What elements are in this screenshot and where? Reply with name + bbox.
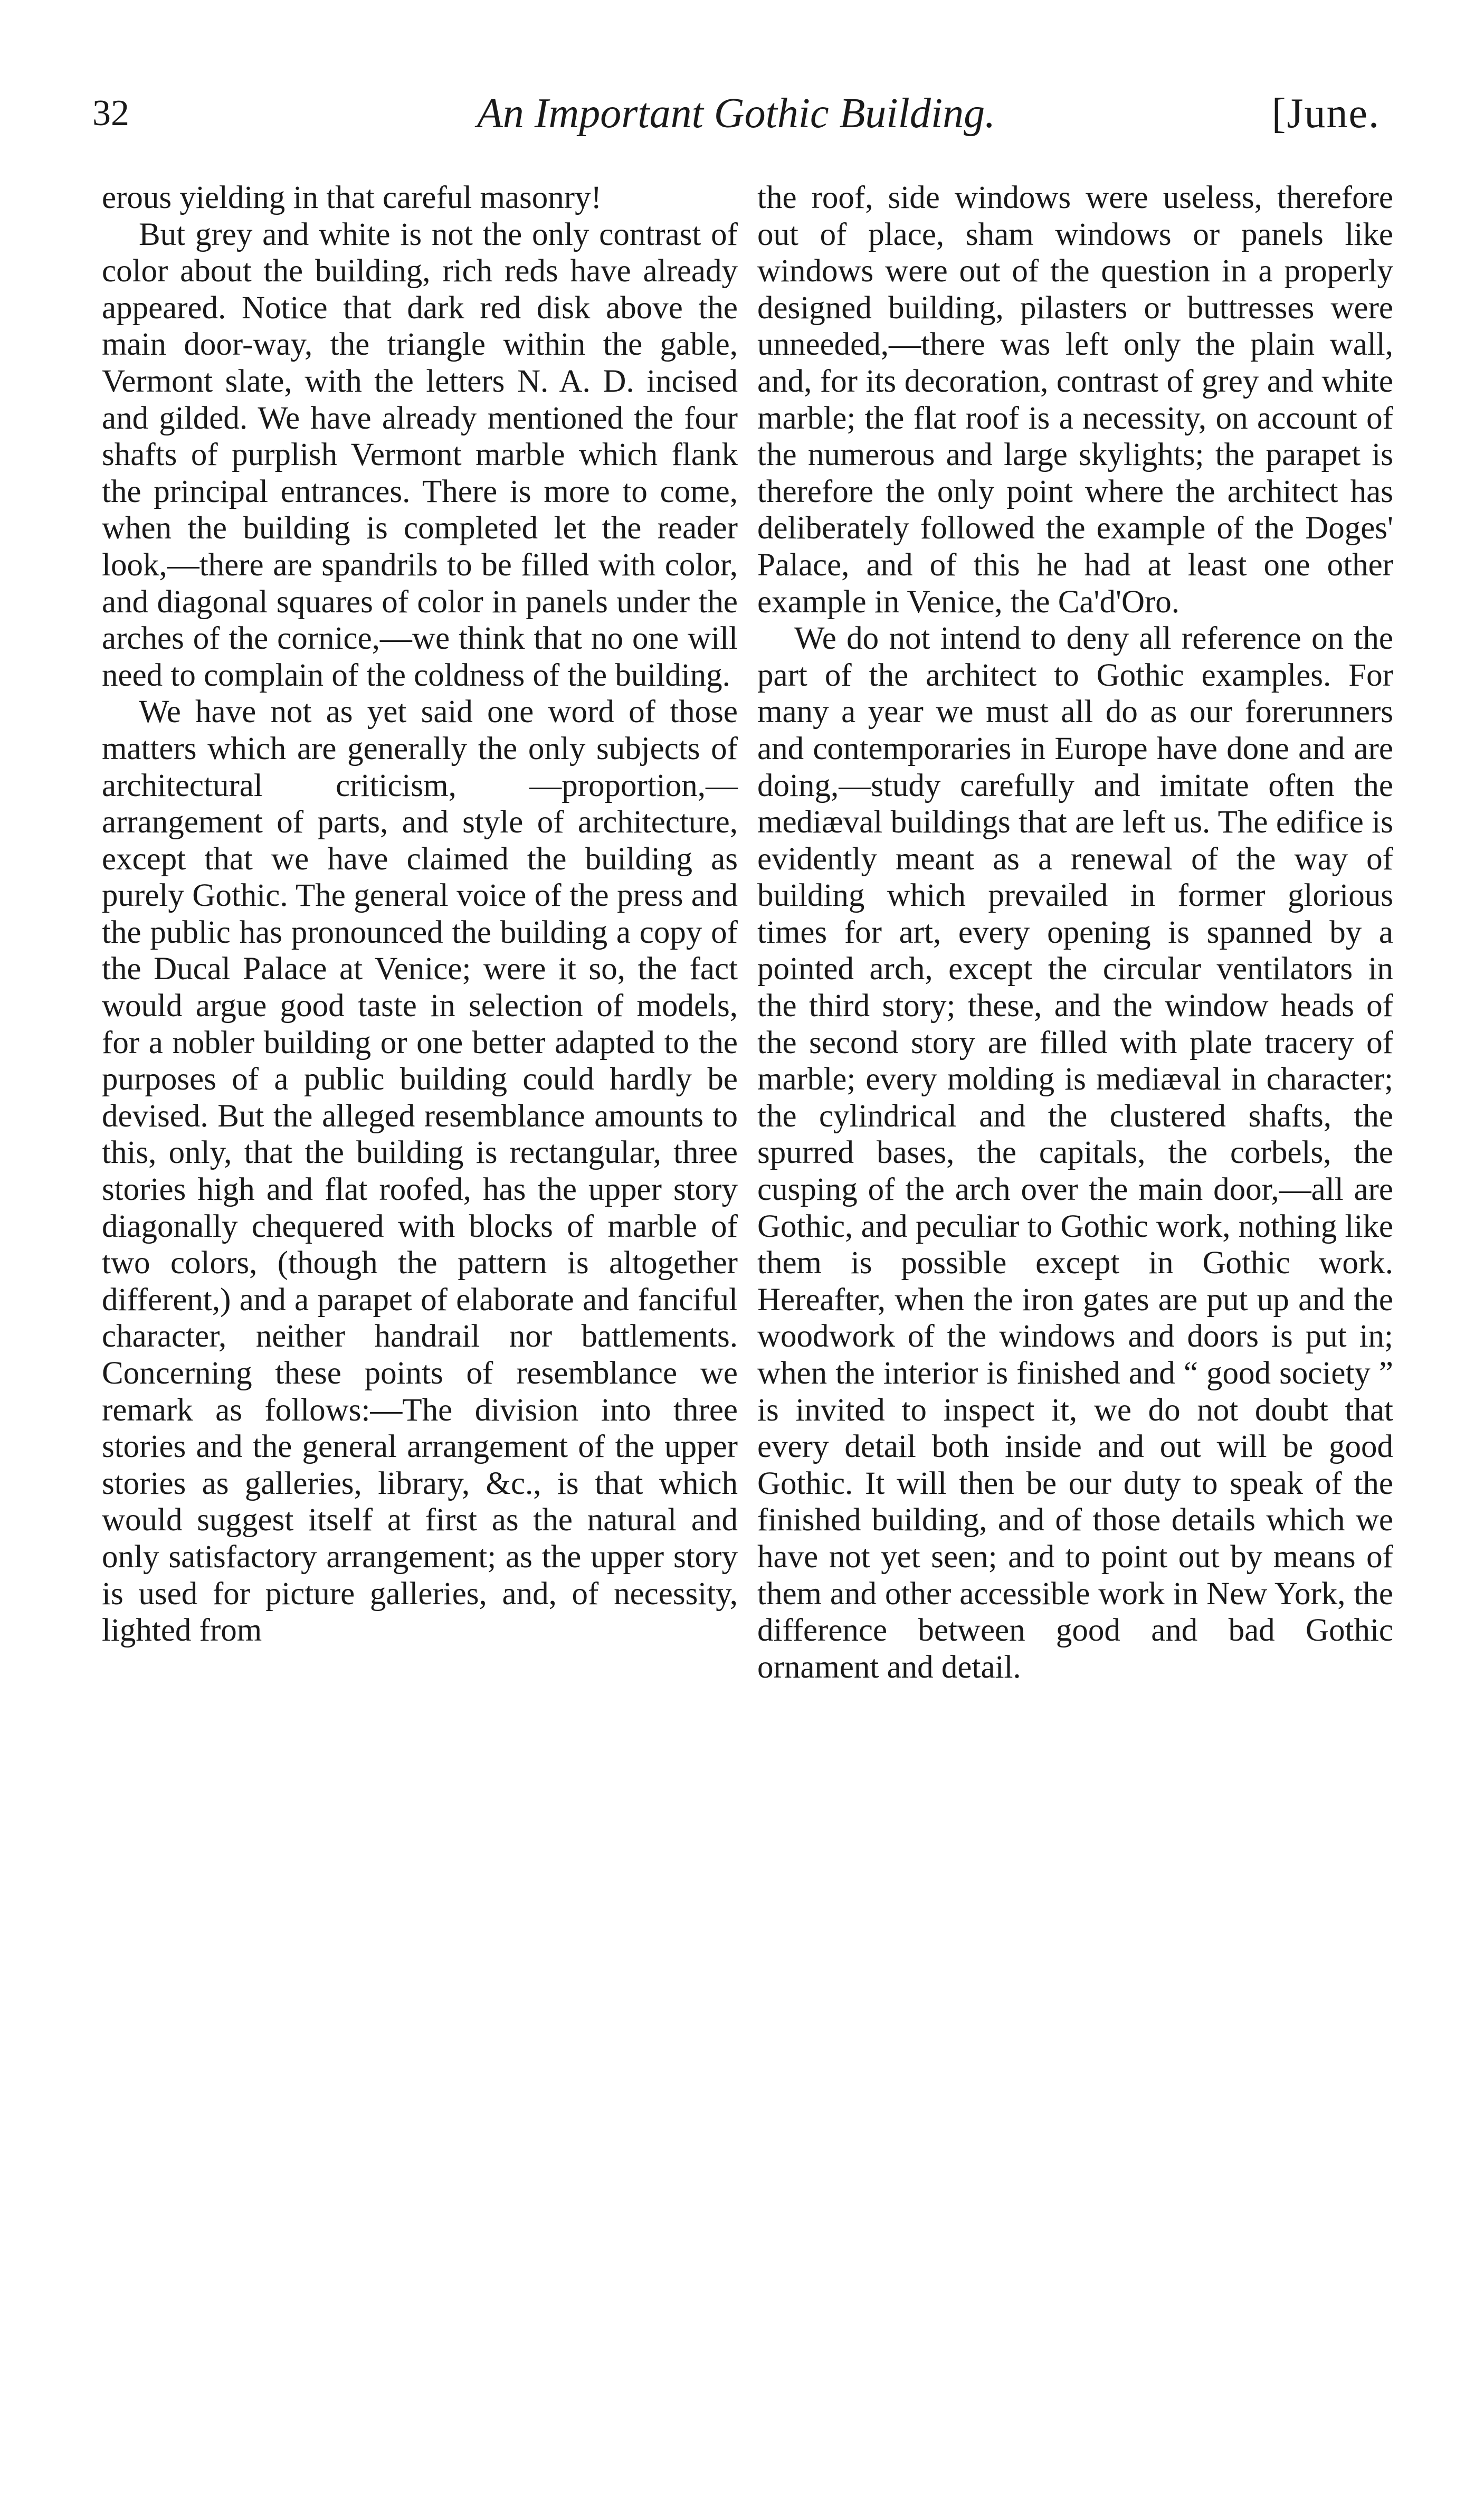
paragraph: We have not as yet said one word of those matters which are generally the only subjects of architectural criticism, —proportion,—arrangement of parts, and style of architecture, except that we have claimed the building as purely Gothic. The general voice of the press and the public has pronounced the building a copy of the Ducal Palace at Venice; were it so, the fact would argue good taste in selection of models, for a nobler building or one better adapted to the purposes of a public building could hardly be devised. But the alleged resemblance amounts to this, only, that the building is rectangular, three stories high and flat roofed, has the upper story diagonally chequered with blocks of marble of two colors, (though the pattern is altogether different,) and a parapet of elaborate and fanciful character, neither handrail nor battlements. Concerning these points of resemblance we remark as follows:—The division into three stories and the general arrangement of the upper stories as galleries, library, &c., is that which would suggest itself at first as the natural and only satisfactory arrangement; as the upper story is used for picture galleries, and, of necessity, lighted from xyxy=(102,694,738,1649)
left-column xyxy=(102,179,738,1649)
paragraph: We do not intend to deny all reference on the part of the architect to Gothic examples. For many a year we must all do as our forerunners and contemporaries in Europe have done and are doing,—study carefully and imitate often the mediæval buildings that are left us. The edifice is evidently meant as a renewal of the way of building which prevailed in former glorious times for art, every opening is spanned by a pointed arch, except the circular ventilators in the third story; these, and the window heads of the second story are filled with plate tracery of marble; every molding is mediæval in character; the cylindrical and the clustered shafts, the spurred bases, the capitals, the corbels, the cusping of the arch over the main door,—all are Gothic, and peculiar to Gothic work, nothing like them is possible except in Gothic work. Hereafter, when the iron gates are put up and the woodwork of the windows and doors is put in; when the interior is finished and “ good society ” is invited to inspect it, we do not doubt that every detail both inside and out will be good Gothic. It will then be our duty to speak of the finished building, and of those details which we have not yet seen; and to point out by means of them and other accessible work in New York, the difference between good and bad Gothic ornament and detail. xyxy=(757,621,1393,1685)
page-header xyxy=(92,87,1380,145)
page-number: 32 xyxy=(92,93,129,134)
paragraph: erous yielding in that careful masonry! xyxy=(102,180,602,215)
right-column xyxy=(757,179,1393,1686)
running-date: [June. xyxy=(1271,90,1380,137)
paragraph: the roof, side windows were useless, therefore out of place, sham windows or panels like windows were out of the question in a properly designed building, pilasters or buttresses were unneeded,—there was left only the plain wall, and, for its decoration, contrast of grey and white marble; the flat roof is a necessity, on account of the numerous and large skylights; the parapet is therefore the only point where the architect has deliberately followed the example of the Doges' Palace, and of this he had at least one other example in Venice, the Ca'd'Oro. xyxy=(757,180,1393,620)
running-title: An Important Gothic Building. xyxy=(477,90,996,137)
paragraph: But grey and white is not the only contrast of color about the building, rich reds have already appeared. Notice that dark red disk above the main door-way, the triangle within the gable, Vermont slate, with the letters N. A. D. incised and gilded. We have already mentioned the four shafts of purplish Vermont marble which flank the principal entrances. There is more to come, when the building is completed let the reader look,—there are spandrils to be filled with color, and diagonal squares of color in panels under the arches of the cornice,—we think that no one will need to complain of the coldness of the building. xyxy=(102,216,738,693)
